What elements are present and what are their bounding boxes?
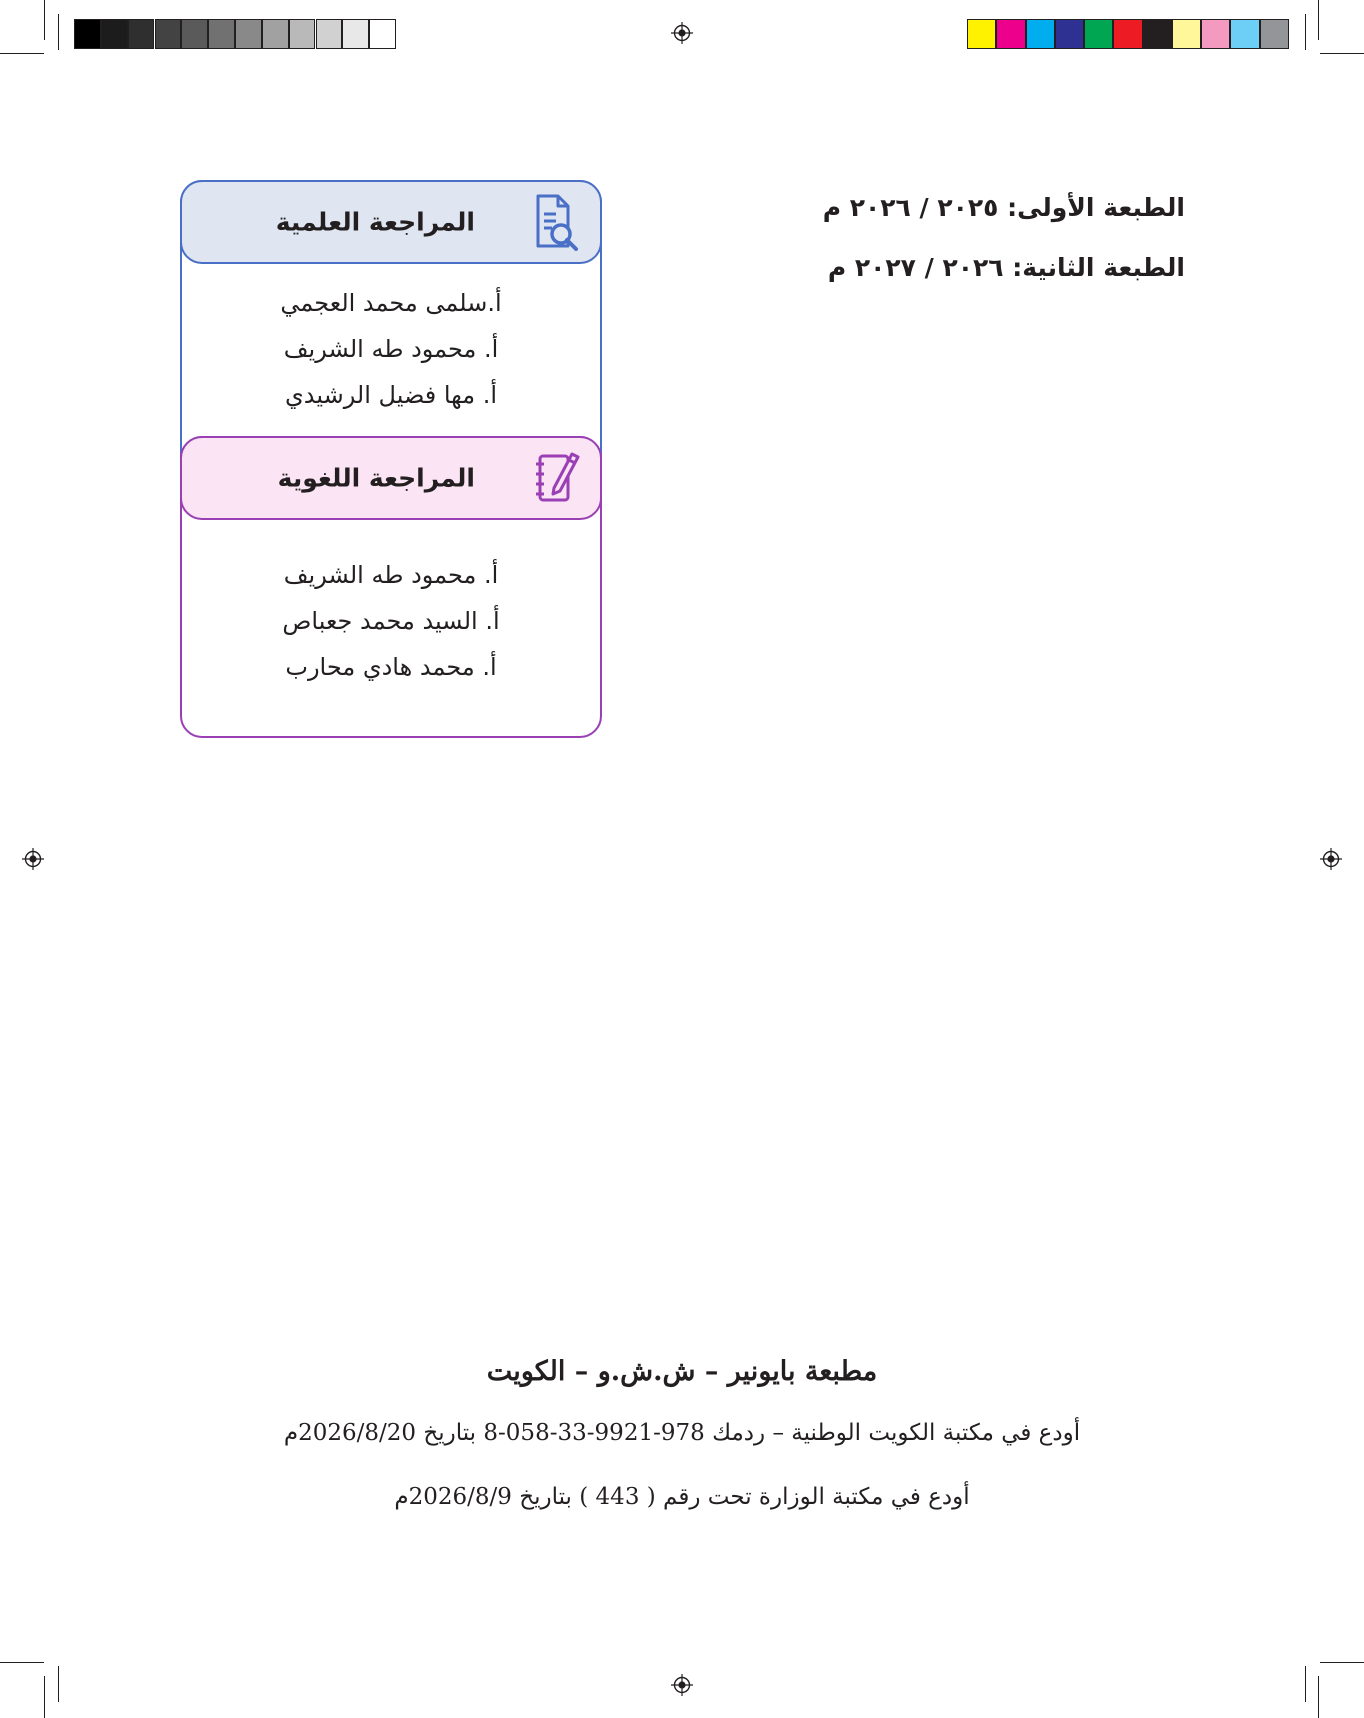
crop-mark [58,1666,59,1702]
color-swatch [1260,19,1289,49]
linguistic-review-names [180,552,602,690]
crop-mark [1318,0,1319,40]
color-swatch [289,19,316,49]
crop-mark [1320,53,1364,54]
color-swatch [74,19,101,49]
color-swatch [235,19,262,49]
color-swatch [208,19,235,49]
crop-mark [1305,1666,1306,1702]
crop-mark [0,1662,44,1663]
color-bar [967,19,1289,49]
crop-mark [1320,1662,1364,1663]
notebook-pencil-icon [534,448,580,508]
crop-mark [58,14,59,50]
reviewer-name: أ. محمود طه الشريف [283,561,499,589]
color-swatch [1201,19,1230,49]
crop-mark [0,53,44,54]
printer-line: مطبعة بايونير – ش.ش.و – الكويت [486,1356,878,1387]
linguistic-review-header [180,436,602,520]
color-swatch [1026,19,1055,49]
color-swatch [1172,19,1201,49]
edition-info [780,178,1185,298]
crop-mark [1305,14,1306,50]
scientific-review-names [180,280,602,418]
scientific-review-header [180,180,602,264]
scientific-review-title: المراجعة العلمية [275,207,475,237]
registration-mark-icon [1320,848,1342,870]
crop-mark [1318,1676,1319,1718]
crop-mark [44,1676,45,1718]
document-search-icon [534,192,580,252]
registration-mark-icon [22,848,44,870]
ministry-library-deposit: أودع في مكتبة الوزارة تحت رقم ( 443 ) بتاريخ 2026/8/9م [394,1484,970,1510]
color-swatch [967,19,996,49]
national-library-deposit: أودع في مكتبة الكويت الوطنية – ردمك 978-9921-33-058-8 بتاريخ 2026/8/20م [283,1420,1081,1446]
color-swatch [316,19,343,49]
reviewer-name: أ. السيد محمد جعباص [282,607,500,635]
color-swatch [262,19,289,49]
reviewer-name: أ. محمد هادي محارب [285,653,497,681]
color-swatch [101,19,128,49]
first-edition: الطبعة الأولى: ٢٠٢٥ / ٢٠٢٦ م [822,193,1185,222]
registration-mark-icon [671,1674,693,1696]
second-edition: الطبعة الثانية: ٢٠٢٦ / ٢٠٢٧ م [827,253,1185,282]
reviewer-name: أ. مها فضيل الرشيدي [284,381,498,409]
color-swatch [1230,19,1259,49]
reviewer-name: أ.سلمى محمد العجمي [280,289,502,317]
color-swatch [1143,19,1172,49]
reviewer-name: أ. محمود طه الشريف [283,335,499,363]
review-panel [180,180,602,738]
color-swatch [181,19,208,49]
crop-mark [44,0,45,40]
color-swatch [155,19,182,49]
color-swatch [128,19,155,49]
linguistic-review-title: المراجعة اللغوية [277,463,475,493]
registration-mark-icon [671,22,693,44]
color-swatch [1055,19,1084,49]
color-swatch [369,19,396,49]
color-swatch [1113,19,1142,49]
color-swatch [1084,19,1113,49]
grayscale-bar [74,19,396,49]
color-swatch [996,19,1025,49]
color-swatch [342,19,369,49]
